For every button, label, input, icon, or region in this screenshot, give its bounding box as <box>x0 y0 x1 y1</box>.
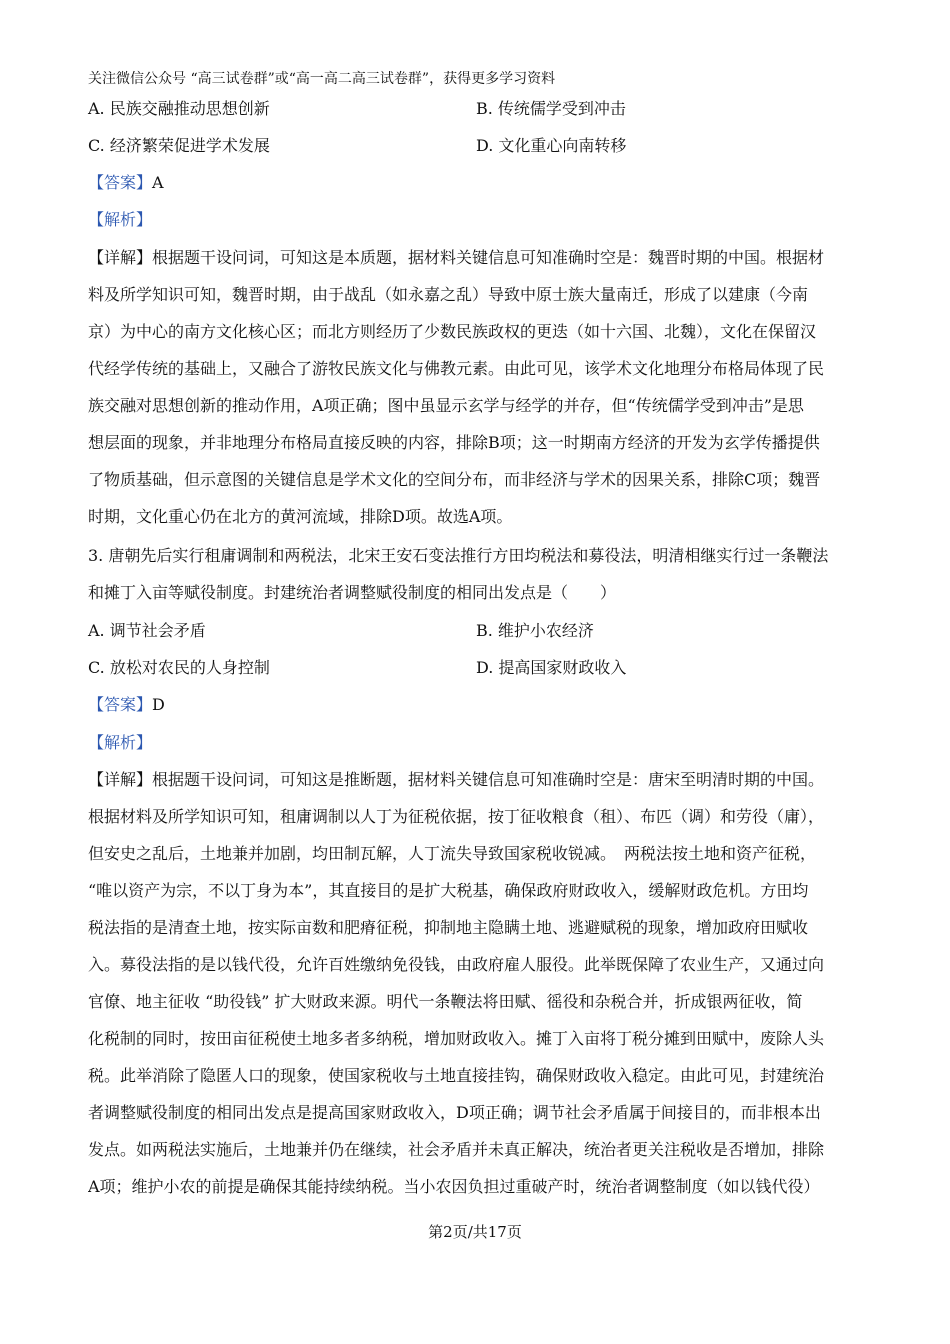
q2-explanation-line-8: 时期，文化重心仍在北方的黄河流域，排除D项。故选A项。 <box>88 507 513 526</box>
q2-option-a: A. 民族交融推动思想创新 <box>88 99 270 118</box>
q2-answer-line <box>88 172 868 194</box>
q3-explanation-line-2: 根据材料及所学知识可知，租庸调制以人丁为征税依据，按丁征收粮食（租）、布匹（调）和劳役（庸）， <box>88 807 825 826</box>
q3-stem-line-2: 和摊丁入亩等赋役制度。封建统治者调整赋役制度的相同出发点是（ ） <box>88 583 617 602</box>
q3-explanation-line-7: 官僚、地主征收 “助役钱” 扩大财政来源。明代一条鞭法将田赋、徭役和杂税合并，折成银两征收，简 <box>88 992 803 1011</box>
q3-option-d: D. 提高国家财政收入 <box>476 658 627 677</box>
q3-option-c: C. 放松对农民的人身控制 <box>88 658 270 677</box>
q2-explanation-line-5: 族交融对思想创新的推动作用，A项正确；图中虽显示玄学与经学的并存，但“传统儒学受到冲击”是思 <box>88 396 804 415</box>
q2-explanation-line-7: 了物质基础，但示意图的关键信息是学术文化的空间分布，而非经济与学术的因果关系，排除C项；魏晋 <box>88 470 821 489</box>
q2-explanation-line-3: 京）为中心的南方文化核心区；而北方则经历了少数民族政权的更迭（如十六国、北魏），文化在保留汉 <box>88 322 817 341</box>
q2-option-d: D. 文化重心向南转移 <box>476 136 627 155</box>
q3-explanation-line-12: A项；维护小农的前提是确保其能持续纳税。当小农因负担过重破产时，统治者调整制度（如以钱代役） <box>88 1177 820 1196</box>
header-note: 关注微信公众号 “高三试卷群”或“高一高二高三试卷群”，获得更多学习资料 <box>88 71 556 87</box>
q2-explanation-line-4: 代经学传统的基础上，又融合了游牧民族文化与佛教元素。由此可见，该学术文化地理分布格局体现了民 <box>88 359 825 378</box>
q3-explanation-line-11: 发点。如两税法实施后，土地兼并仍在继续，社会矛盾并未真正解决，统治者更关注税收是否增加，排除 <box>88 1140 825 1159</box>
q3-explanation-line-3: 但安史之乱后，土地兼并加剧，均田制瓦解，人丁流失导致国家税收锐减。 两税法按土地和资产征税， <box>88 844 817 863</box>
q3-explanation-line-5: 税法指的是清查土地，按实际亩数和肥瘠征税，抑制地主隐瞒土地、逃避赋税的现象，增加政府田赋收 <box>88 918 809 937</box>
q2-explanation-line-6: 想层面的现象，并非地理分布格局直接反映的内容，排除B项；这一时期南方经济的开发为玄学传播提供 <box>88 433 820 452</box>
q2-explanation-line-1: 【详解】根据题干设问词，可知这是本质题，据材料关键信息可知准确时空是：魏晋时期的中国。根据材 <box>88 248 825 267</box>
q3-detail-label: 【详解】 <box>88 770 153 789</box>
q2-option-c: C. 经济繁荣促进学术发展 <box>88 136 270 155</box>
q3-answer-label: 【答案】 <box>88 695 153 714</box>
q2-explanation-line-2: 料及所学知识可知，魏晋时期，由于战乱（如永嘉之乱）导致中原士族大量南迁，形成了以建康（今南 <box>88 285 809 304</box>
q2-option-b: B. 传统儒学受到冲击 <box>476 99 626 118</box>
q3-explanation-line-4: “唯以资产为宗，不以丁身为本”，其直接目的是扩大税基，确保政府财政收入，缓解财政危机。方田均 <box>88 881 809 900</box>
q3-explanation-line-6: 入。募役法指的是以钱代役，允许百姓缴纳免役钱，由政府雇人服役。此举既保障了农业生产，又通过向 <box>88 955 825 974</box>
q2-answer: A <box>152 173 164 192</box>
q3-option-b: B. 维护小农经济 <box>476 621 594 640</box>
q3-answer-line <box>88 694 868 716</box>
q3-explanation-line-9: 税。此举消除了隐匿人口的现象，使国家税收与土地直接挂钩，确保财政收入稳定。由此可见，封建统治 <box>88 1066 825 1085</box>
q3-answer: D <box>152 695 165 714</box>
q2-answer-label: 【答案】 <box>88 173 153 192</box>
q3-explanation-line-8: 化税制的同时，按田亩征税使土地多者多纳税，增加财政收入。摊丁入亩将丁税分摊到田赋中，废除人头 <box>88 1029 825 1048</box>
q2-detail-label: 【详解】 <box>88 248 153 267</box>
page-number: 第2页/共17页 <box>428 1223 522 1241</box>
q3-explanation-line-1: 【详解】根据题干设问词，可知这是推断题，据材料关键信息可知准确时空是：唐宋至明清时期的中国。 <box>88 770 825 789</box>
q3-analysis-label: 【解析】 <box>88 733 153 752</box>
q3-explanation-line-10: 者调整赋役制度的相同出发点是提高国家财政收入，D项正确；调节社会矛盾属于间接目的，而非根本出 <box>88 1103 821 1122</box>
q3-option-a: A. 调节社会矛盾 <box>88 621 206 640</box>
q3-stem-line-1: 3. 唐朝先后实行租庸调制和两税法，北宋王安石变法推行方田均税法和募役法，明清相继实行过一条鞭法 <box>88 546 829 565</box>
q2-analysis-label: 【解析】 <box>88 210 153 229</box>
